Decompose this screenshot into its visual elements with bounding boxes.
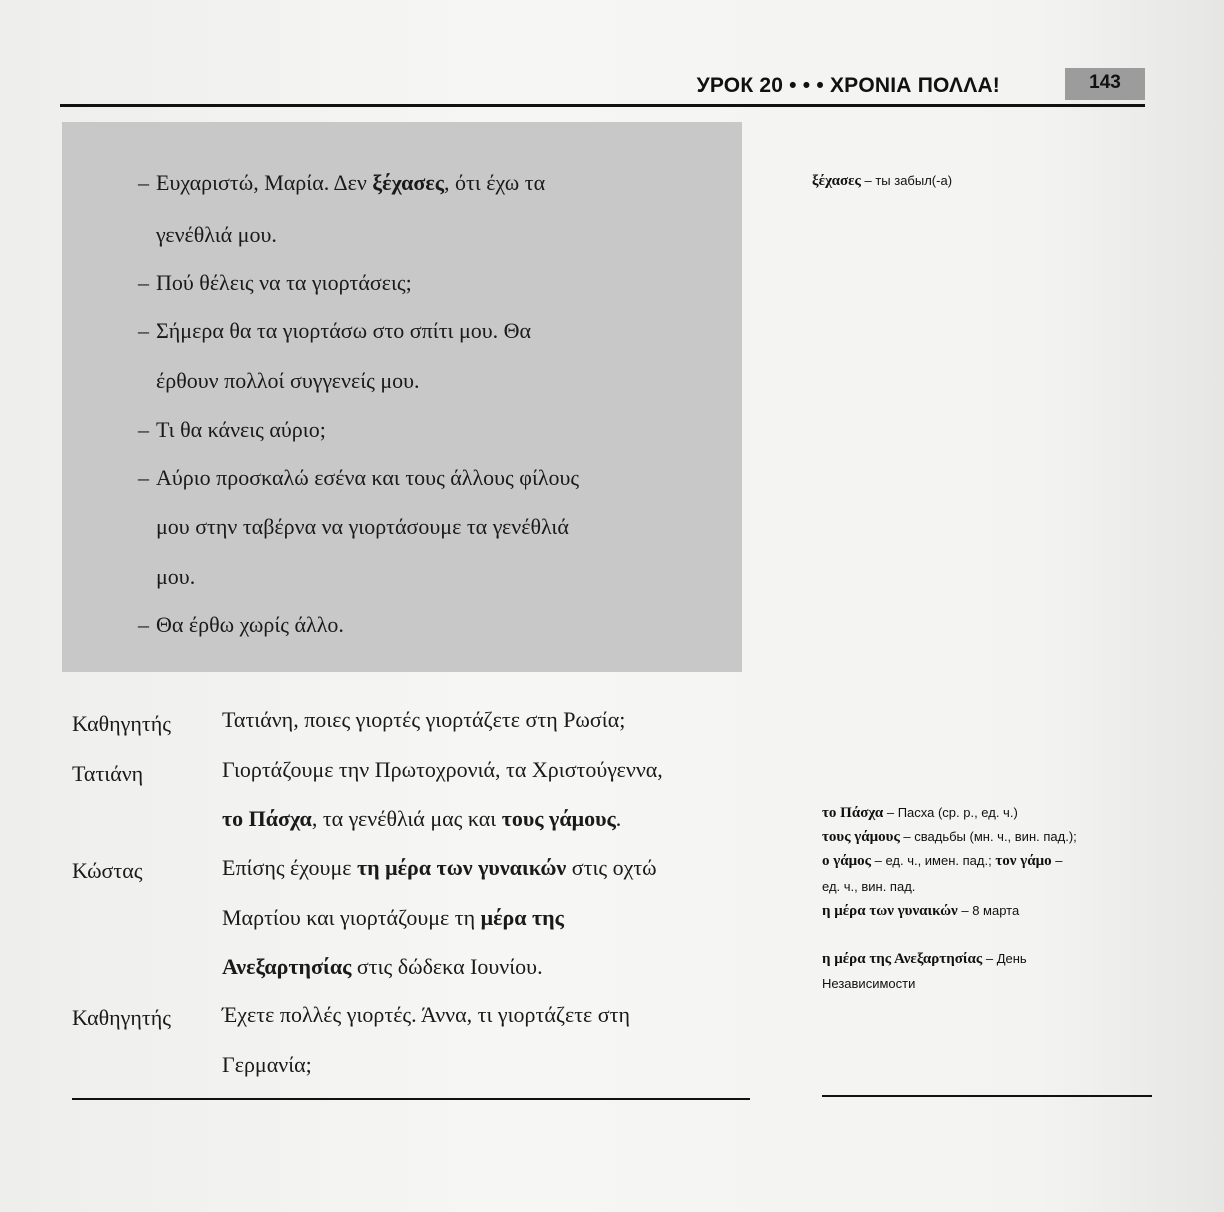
gloss-term: ξέχασες [812, 173, 861, 189]
dash: – [138, 318, 149, 343]
gloss-term: τους γάμους [822, 829, 900, 845]
dialogue-text: Σήμερα θα τα γιορτάσω στο σπίτι μου. Θα [156, 318, 532, 343]
speech-text: . [615, 806, 622, 831]
speech-text: Μαρτίου και γιορτάζουμε τη [222, 905, 481, 930]
gloss-entry [822, 948, 1027, 970]
dialogue-line [138, 270, 678, 296]
dialogue-bold-word: ξέχασες [372, 170, 445, 195]
gloss-entry [822, 802, 1018, 824]
gloss-term: το Πάσχα [822, 805, 884, 821]
gloss-translation: – 8 марта [957, 903, 1020, 918]
gloss-translation: – ед. ч., имен. пад.; [870, 853, 996, 868]
gloss-translation: – свадьбы (мн. ч., вин. пад.); [899, 829, 1077, 844]
dialogue-text: , ότι έχω τα [444, 170, 546, 195]
gloss-term: τον γάμο [995, 853, 1052, 869]
header-rule [60, 104, 1145, 107]
gloss-translation: – День [982, 951, 1027, 966]
gloss-entry [812, 170, 952, 192]
dialogue-text: Ευχαριστώ, Μαρία. Δεν [156, 170, 373, 195]
lesson-title: УРОК 20 • • • ΧΡΟΝΙΑ ΠΟΛΛΑ! [696, 74, 1000, 97]
speech-line [222, 954, 742, 980]
speaker-name: Καθηγητής [72, 711, 171, 736]
speech-bold: το Πάσχα [222, 806, 312, 831]
dash: – [138, 417, 149, 442]
speech-line [222, 855, 742, 881]
speech-line [222, 806, 742, 832]
gloss-translation: – Пасха (ср. р., ед. ч.) [883, 805, 1018, 820]
dash: – [138, 170, 149, 195]
speech-bold: Ανεξαρτησίας [222, 954, 352, 979]
dialogue-line [138, 318, 678, 344]
gloss-term: η μέρα της Ανεξαρτησίας [822, 951, 983, 967]
dialogue-text: Πού θέλεις να τα γιορτάσεις; [156, 270, 412, 295]
dialogue-line [138, 465, 678, 491]
dialogue-text: Τι θα κάνεις αύριο; [156, 417, 326, 442]
speech-text: στις οχτώ [566, 855, 657, 880]
speech-bold: μέρα της [480, 905, 564, 930]
gloss-term: η μέρα των γυναικών [822, 903, 958, 919]
speech-line: Γερμανία; [222, 1052, 312, 1077]
speaker-name: Καθηγητής [72, 1005, 171, 1030]
page-header [60, 62, 1145, 110]
dialogue-line: γενέθλιά μου. [156, 222, 277, 247]
speech-bold: τους γάμους [501, 806, 616, 831]
gloss-term: ο γάμος [822, 853, 871, 869]
gloss-translation: – [1051, 853, 1063, 868]
dialogue-line: μου. [156, 564, 196, 589]
speech-line [222, 905, 742, 931]
speech-bold: τη μέρα των γυναικών [357, 855, 567, 880]
dash: – [138, 270, 149, 295]
speaker-name: Τατιάνη [72, 761, 144, 786]
speech-line: Τατιάνη, ποιες γιορτές γιορτάζετε στη Ρωσία; [222, 707, 626, 732]
gloss-entry [822, 826, 1077, 848]
dash: – [138, 465, 149, 490]
dialogue-line [138, 612, 678, 638]
speech-line: Έχετε πολλές γιορτές. Άννα, τι γιορτάζετε στη [222, 1002, 630, 1027]
speaker-name: Κώστας [72, 858, 143, 883]
dialogue-line [138, 170, 678, 196]
bottom-rule-main [72, 1098, 750, 1100]
gloss-entry [822, 900, 1019, 922]
speech-text: , τα γενέθλιά μας και [311, 806, 502, 831]
gloss-entry: Независимости [822, 976, 916, 991]
gloss-entry [822, 850, 1062, 872]
bottom-rule-margin [822, 1095, 1152, 1097]
dash: – [138, 612, 149, 637]
speech-text: Επίσης έχουμε [222, 855, 357, 880]
dialogue-line: μου στην ταβέρνα να γιορτάσουμε τα γενέθλιά [156, 514, 569, 539]
gloss-entry: ед. ч., вин. пад. [822, 879, 916, 894]
speech-text: στις δώδεκα Ιουνίου. [351, 954, 543, 979]
dialogue-line: έρθουν πολλοί συγγενείς μου. [156, 368, 420, 393]
dialogue-line [138, 417, 678, 443]
speech-line: Γιορτάζουμε την Πρωτοχρονιά, τα Χριστούγεννα, [222, 757, 663, 782]
dialogue-text: Αύριο προσκαλώ εσένα και τους άλλους φίλους [156, 465, 580, 490]
gloss-translation: – ты забыл(-а) [860, 173, 953, 188]
dialogue-text: Θα έρθω χωρίς άλλο. [156, 612, 344, 637]
page-number: 143 [1065, 68, 1145, 100]
